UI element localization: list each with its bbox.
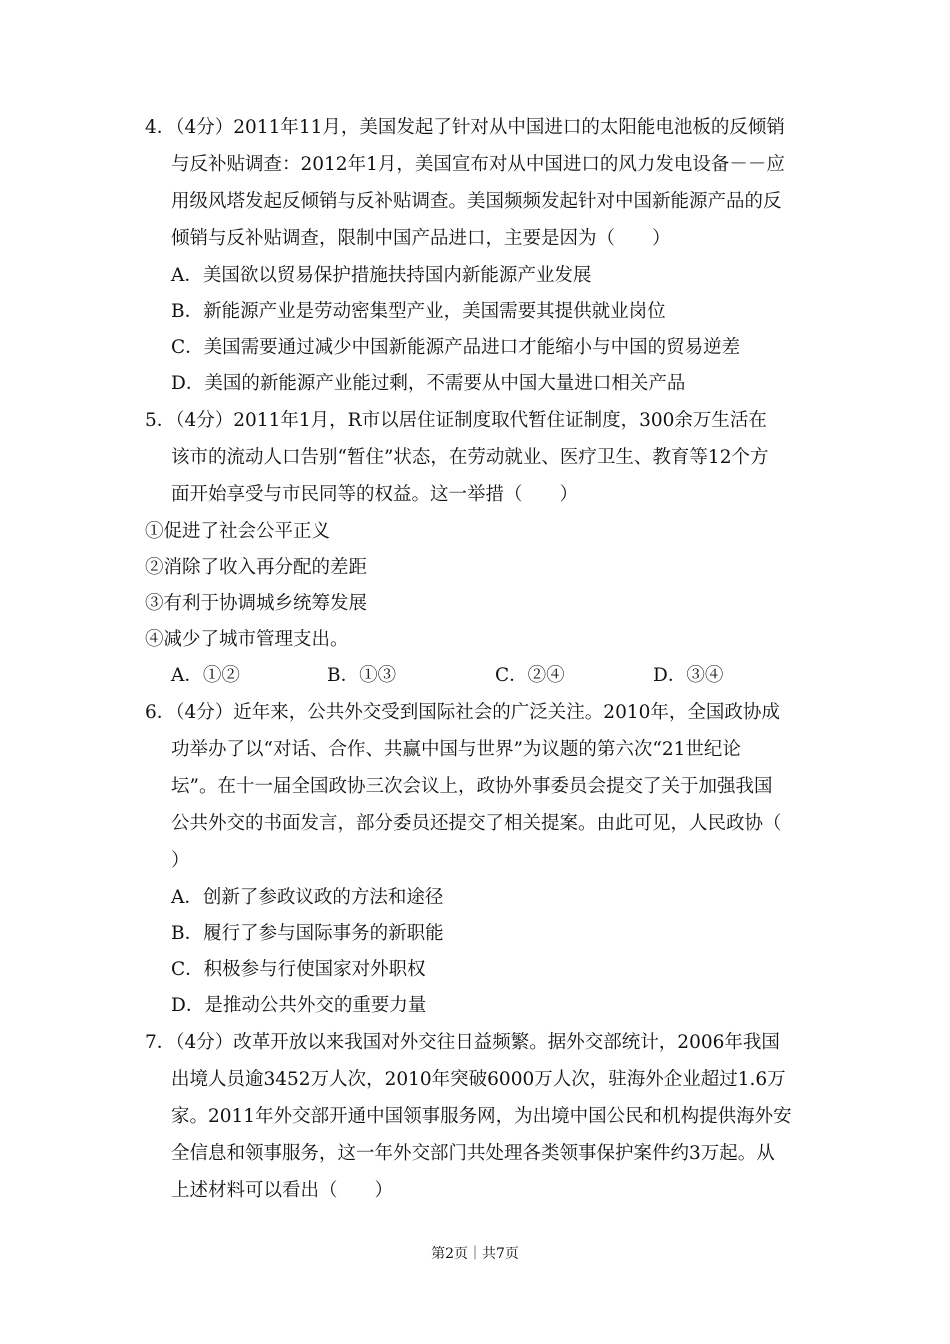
option-a: A．创新了参政议政的方法和途径 — [171, 887, 444, 908]
option-c: C．美国需要通过减少中国新能源产品进口才能缩小与中国的贸易逆差 — [171, 337, 741, 358]
question-stem-line: 家。2011年外交部开通中国领事服务网，为出境中国公民和机构提供海外安 — [171, 1106, 792, 1127]
question-stem-line: 4．（4分）2011年11月，美国发起了针对从中国进口的太阳能电池板的反倾销 — [145, 117, 785, 138]
question-stem-line: 该市的流动人口告别“暂住”状态，在劳动就业、医疗卫生、教育等12个方 — [171, 447, 769, 468]
question-stem-line: 全信息和领事服务，这一年外交部门共处理各类领事保护案件约3万起。从 — [171, 1143, 775, 1164]
question-stem-line: 面开始享受与市民同等的权益。这一举措（ ） — [171, 484, 579, 505]
statement-1: ①促进了社会公平正义 — [145, 521, 331, 542]
question-stem-line: ） — [171, 850, 190, 871]
statement-4: ④减少了城市管理支出。 — [145, 629, 349, 650]
question-stem-line: 倾销与反补贴调查，限制中国产品进口，主要是因为（ ） — [171, 228, 671, 249]
question-stem-line: 上述材料可以看出（ ） — [171, 1180, 394, 1201]
option-b: B．新能源产业是劳动密集型产业，美国需要其提供就业岗位 — [171, 301, 666, 322]
option-b: B．履行了参与国际事务的新职能 — [171, 923, 444, 944]
page-footer: 第2页｜共7页 — [431, 1246, 519, 1262]
question-stem-line: 出境人员逾3452万人次，2010年突破6000万人次，驻海外企业超过1.6万 — [171, 1069, 786, 1090]
question-stem-line: 与反补贴调查：2012年1月，美国宣布对从中国进口的风力发电设备－－应 — [171, 154, 785, 175]
question-stem-line: 6．（4分）近年来，公共外交受到国际社会的广泛关注。2010年，全国政协成 — [145, 702, 780, 723]
option-a: A．美国欲以贸易保护措施扶持国内新能源产业发展 — [171, 265, 592, 286]
option-a: A．①② — [171, 665, 240, 686]
statement-2: ②消除了收入再分配的差距 — [145, 557, 368, 578]
option-b: B．①③ — [327, 665, 397, 686]
question-stem-line: 7．（4分）改革开放以来我国对外交往日益频繁。据外交部统计，2006年我国 — [145, 1032, 780, 1053]
option-d: D．③④ — [653, 665, 724, 686]
option-d: D．是推动公共外交的重要力量 — [171, 995, 427, 1016]
option-c: C．积极参与行使国家对外职权 — [171, 959, 426, 980]
statement-3: ③有利于协调城乡统筹发展 — [145, 593, 368, 614]
question-stem-line: 用级风塔发起反倾销与反补贴调查。美国频频发起针对中国新能源产品的反 — [171, 191, 782, 212]
question-stem-line: 坛”。在十一届全国政协三次会议上，政协外事委员会提交了关于加强我国 — [171, 776, 773, 797]
option-d: D．美国的新能源产业能过剩，不需要从中国大量进口相关产品 — [171, 373, 686, 394]
question-stem-line: 功举办了以“对话、合作、共赢中国与世界”为议题的第六次“21世纪论 — [171, 739, 741, 760]
question-stem-line: 5．（4分）2011年1月，R市以居住证制度取代暂住证制度，300余万生活在 — [145, 410, 767, 431]
question-stem-line: 公共外交的书面发言，部分委员还提交了相关提案。由此可见，人民政协（ — [171, 813, 782, 834]
option-c: C．②④ — [495, 665, 565, 686]
